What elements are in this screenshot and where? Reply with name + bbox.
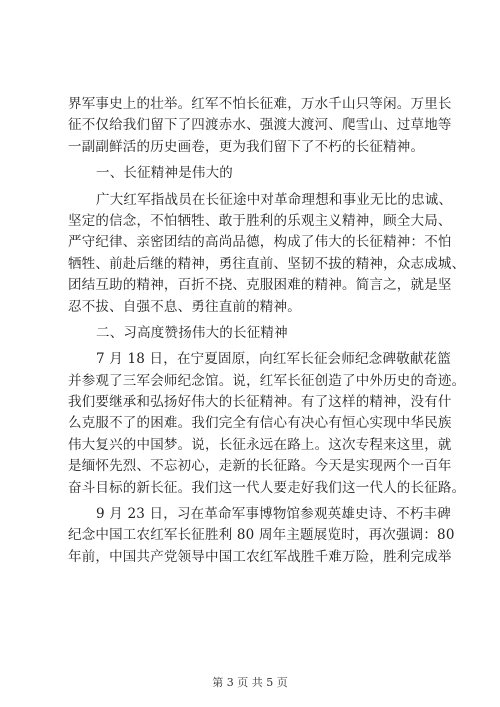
text-line: 界军事史上的壮举。红军不怕长征难，万水千山只等闲。万里长 xyxy=(68,96,452,112)
para-july xyxy=(68,349,466,499)
text-line: 年前，中国共产党领导中国工农红军战胜千难万险，胜利完成举 xyxy=(68,548,452,565)
text-line: 团结互助的精神，百折不挠、克服困难的精神。简言之，就是坚 xyxy=(68,277,452,294)
text-line: 并参观了三军会师纪念馆。说，红军长征创造了中外历史的奇迹。 xyxy=(68,372,466,389)
text-line: 严守纪律、亲密团结的高尚品德，构成了伟大的长征精神：不怕 xyxy=(68,234,452,251)
text-line: 是缅怀先烈、不忘初心，走新的长征路。今天是实现两个一百年 xyxy=(68,458,452,475)
text-line: 征不仅给我们留下了四渡赤水、强渡大渡河、爬雪山、过草地等 xyxy=(68,117,452,134)
text-line: 纪念中国工农红军长征胜利 80 周年主题展览时，再次强调：80 xyxy=(68,527,455,544)
text-line: 坚定的信念，不怕牺牲、敢于胜利的乐观主义精神，顾全大局、 xyxy=(68,212,452,229)
document-body xyxy=(68,94,466,568)
text-line: 么克服不了的困难。我们完全有信心有决心有恒心实现中华民族 xyxy=(68,415,452,432)
section-heading-2 xyxy=(68,323,440,344)
text-line: 我们要继承和弘扬好伟大的长征精神。有了这样的精神，没有什 xyxy=(68,394,452,411)
text-line: 奋斗目标的新长征。我们这一代人要走好我们这一代人的长征路。 xyxy=(68,479,466,496)
text-line: 7 月 18 日，在宁夏固原，向红军长征会师纪念碑敬献花篮 xyxy=(96,351,451,368)
text-line: 一副副鲜活的历史画卷，更为我们留下了不朽的长征精神。 xyxy=(68,138,425,155)
page-footer xyxy=(0,674,500,690)
para-september xyxy=(68,504,455,568)
text-line: 广大红军指战员在长征途中对革命理想和事业无比的忠诚、 xyxy=(96,191,453,208)
text-line: 牺牲、前赴后继的精神，勇往直前、坚韧不拔的精神，众志成城、 xyxy=(68,255,466,272)
text-line: 忍不拔、自强不息、勇往直前的精神。 xyxy=(68,298,301,315)
para-spirit xyxy=(68,190,466,318)
heading-text: 一、长征精神是伟大的 xyxy=(96,165,233,182)
page-number: 第 3 页 共 5 页 xyxy=(212,676,288,689)
heading-text: 二、习高度赞扬伟大的长征精神 xyxy=(96,324,288,341)
section-heading-1 xyxy=(68,163,440,184)
text-line: 伟大复兴的中国梦。说，长征永远在路上。这次专程来这里，就 xyxy=(68,436,452,453)
text-line: 9 月 23 日，习在革命军事博物馆参观英雄史诗、不朽丰碑 xyxy=(96,506,451,523)
para-intro-continued xyxy=(68,94,452,158)
